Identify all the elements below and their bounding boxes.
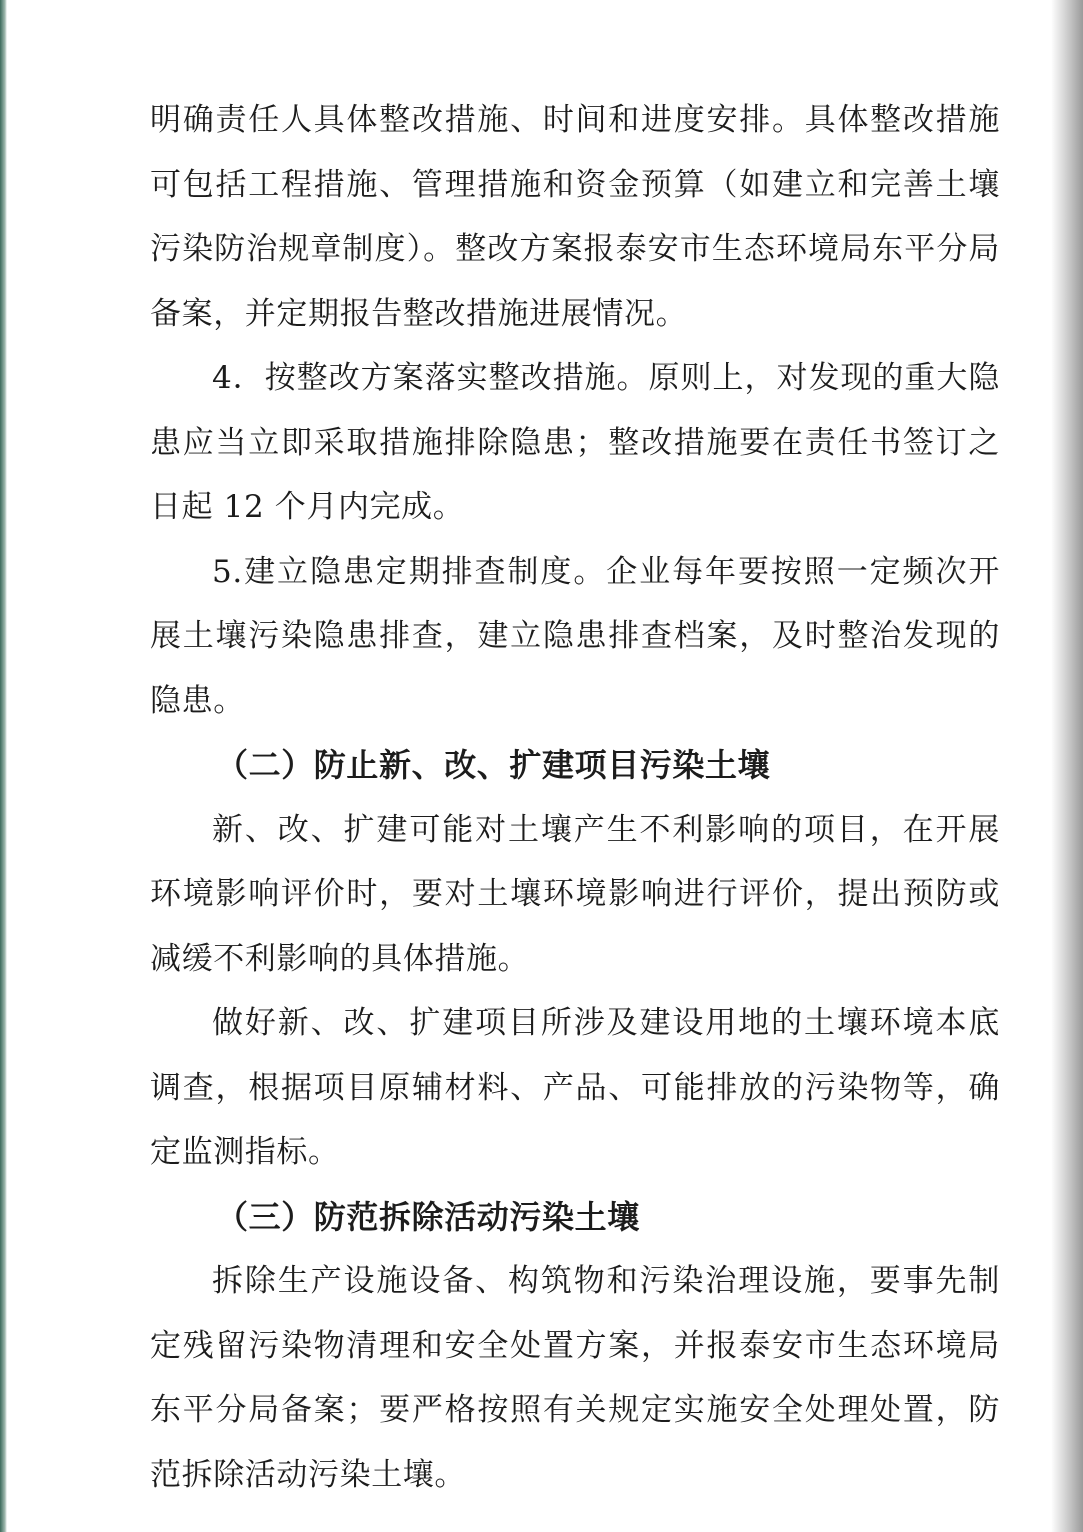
scan-right-edge-shadow <box>1051 0 1083 1532</box>
document-page <box>150 88 1000 1508</box>
paragraph-demolition: 拆除生产设施设备、构筑物和污染治理设施，要事先制定残留污染物清理和安全处置方案，并报泰安市生态环境局东平分局备案；要严格按照有关规定实施安全处理处置，防范拆除活动污染土壤。 <box>150 1263 1000 1493</box>
section-heading-3: （三）防范拆除活动污染土壤 <box>216 1197 640 1236</box>
paragraph-item-4: 4．按整改方案落实整改措施。原则上，对发现的重大隐患应当立即采取措施排除隐患；整改措施要在责任书签订之日起 12 个月内完成。 <box>150 360 1000 525</box>
scan-left-edge-shadow <box>0 0 7 1532</box>
paragraph-baseline-survey: 做好新、改、扩建项目所涉及建设用地的土壤环境本底调查，根据项目原辅材料、产品、可能排放的污染物等，确定监测指标。 <box>150 1005 1000 1170</box>
paragraph-rectification-plan: 明确责任人具体整改措施、时间和进度安排。具体整改措施可包括工程措施、管理措施和资金预算（如建立和完善土壤污染防治规章制度）。整改方案报泰安市生态环境局东平分局备案，并定期报告整改措施进展情况。 <box>150 102 1000 332</box>
paragraph-new-projects: 新、改、扩建可能对土壤产生不利影响的项目，在开展环境影响评价时，要对土壤环境影响进行评价，提出预防或减缓不利影响的具体措施。 <box>150 811 1000 977</box>
section-heading-2: （二）防止新、改、扩建项目污染土壤 <box>216 746 771 784</box>
paragraph-item-5: 5.建立隐患定期排查制度。企业每年要按照一定频次开展土壤污染隐患排查，建立隐患排查档案，及时整治发现的隐患。 <box>150 553 1000 719</box>
